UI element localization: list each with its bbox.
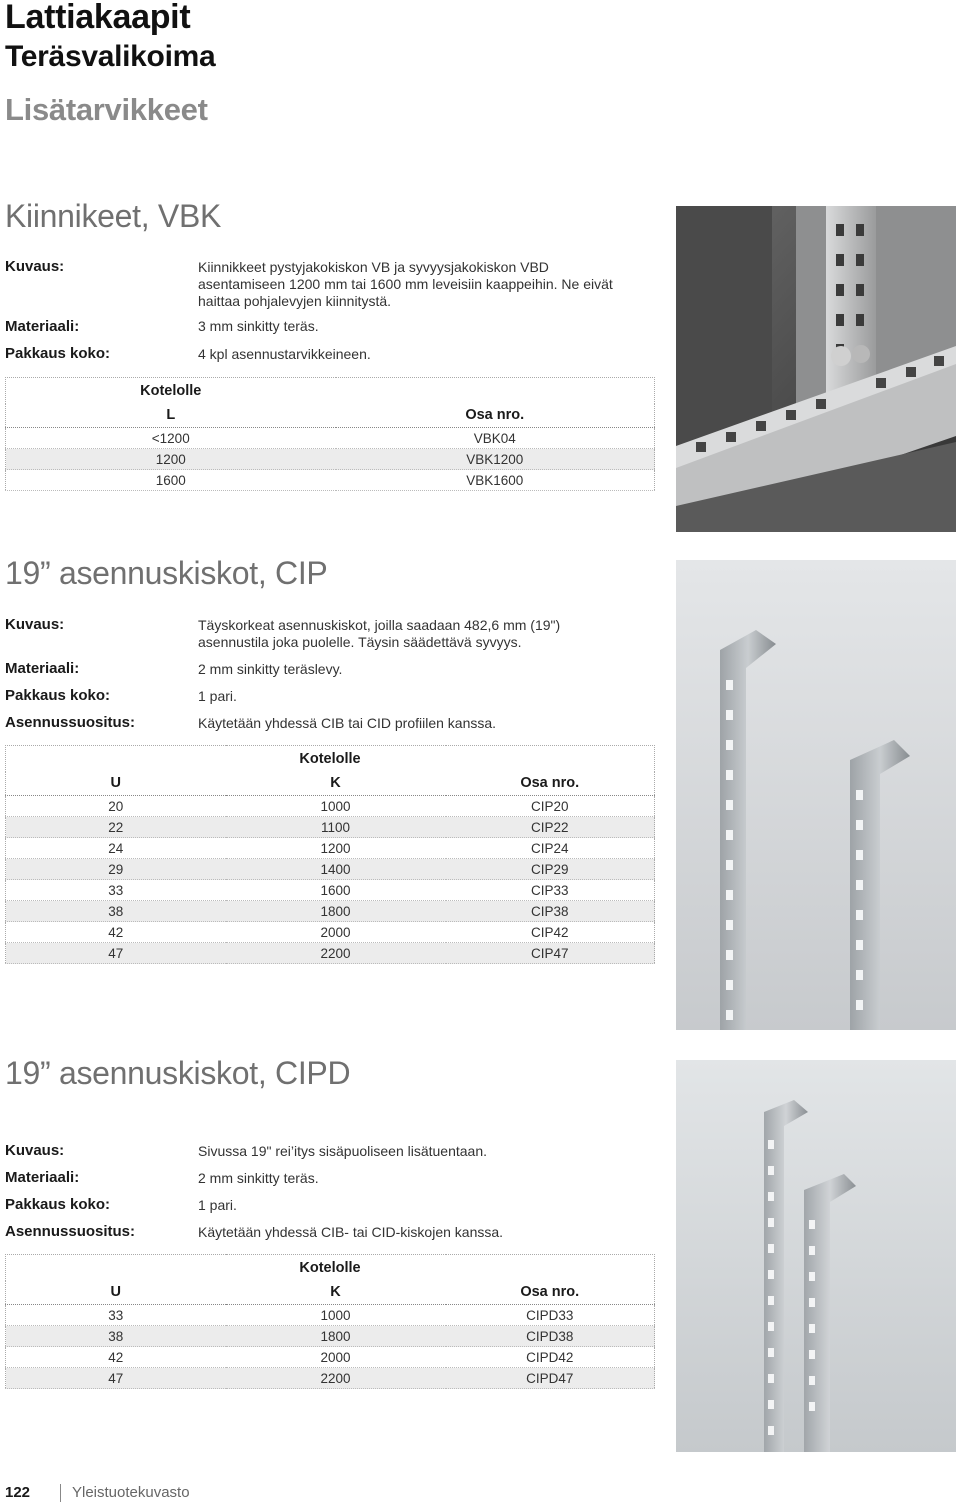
page-subtitle: Teräsvalikoima [5, 40, 216, 73]
table-row: 38 1800 CIP38 [6, 901, 655, 922]
cipd-text-asennus: Käytetään yhdessä CIB- tai CID-kiskojen kanssa. [198, 1224, 504, 1240]
cipd-col-u: U [6, 1281, 226, 1305]
cipd-title: 19” asennuskiskot, CIPD [5, 1055, 351, 1091]
cip-table [5, 745, 655, 964]
table-row: 42 2000 CIP42 [6, 922, 655, 943]
cip-group-header: Kotelolle [299, 750, 361, 767]
vbk-col-l: L [6, 404, 336, 428]
vbk-group-header: Kotelolle [140, 382, 202, 399]
page-number: 122 [5, 1484, 31, 1501]
table-row: 29 1400 CIP29 [6, 859, 655, 880]
cipd-col-osa: Osa nro. [446, 1281, 655, 1305]
cip-text-kuvaus: Täyskorkeat asennuskiskot, joilla saadaan 482,6 mm (19") asennustila joka puolelle. Täysin säädettävä syvyys. [198, 617, 561, 650]
vbk-col-osa: Osa nro. [336, 404, 655, 428]
cipd-col-k: K [226, 1281, 446, 1305]
cipd-table [5, 1254, 655, 1389]
vbk-label-materiaali: Materiaali: [5, 318, 80, 335]
cip-col-osa: Osa nro. [446, 772, 655, 796]
cipd-label-pakkaus: Pakkaus koko: [5, 1196, 111, 1213]
cip-label-materiaali: Materiaali: [5, 660, 80, 677]
cipd-group-header: Kotelolle [299, 1259, 361, 1276]
cip-col-k: K [226, 772, 446, 796]
cip-title: 19” asennuskiskot, CIP [5, 555, 328, 591]
table-row: 1200 VBK1200 [6, 449, 655, 470]
cip-text-materiaali: 2 mm sinkitty teräslevy. [198, 661, 343, 677]
vbk-table [5, 377, 655, 491]
cip-label-kuvaus: Kuvaus: [5, 616, 65, 633]
cip-text-asennus: Käytetään yhdessä CIB tai CID profiilen kanssa. [198, 715, 497, 731]
table-row: 47 2200 CIPD47 [6, 1368, 655, 1389]
cipd-text-materiaali: 2 mm sinkitty teräs. [198, 1170, 319, 1186]
cip-label-pakkaus: Pakkaus koko: [5, 687, 111, 704]
cip-text-pakkaus: 1 pari. [198, 688, 237, 704]
catalog-name: Yleistuotekuvasto [72, 1484, 190, 1501]
vbk-label-kuvaus: Kuvaus: [5, 258, 65, 275]
table-row: 42 2000 CIPD42 [6, 1347, 655, 1368]
table-row: 1600 VBK1600 [6, 470, 655, 491]
table-row: 33 1600 CIP33 [6, 880, 655, 901]
cip-rails-photo [676, 560, 956, 1030]
table-row: 22 1100 CIP22 [6, 817, 655, 838]
table-row: 20 1000 CIP20 [6, 796, 655, 817]
cip-col-u: U [6, 772, 226, 796]
section-heading: Lisätarvikkeet [5, 92, 208, 127]
vbk-label-pakkaus: Pakkaus koko: [5, 345, 111, 362]
table-row: 33 1000 CIPD33 [6, 1305, 655, 1326]
cipd-text-pakkaus: 1 pari. [198, 1197, 237, 1213]
table-row: 47 2200 CIP47 [6, 943, 655, 964]
vbk-title: Kiinnikeet, VBK [5, 198, 222, 234]
footer-divider [60, 1484, 61, 1502]
cipd-text-kuvaus: Sivussa 19" rei’itys sisäpuoliseen lisätuentaan. [198, 1143, 488, 1159]
cip-label-asennus: Asennussuositus: [5, 714, 136, 731]
vbk-text-materiaali: 3 mm sinkitty teräs. [198, 318, 319, 334]
cipd-label-asennus: Asennussuositus: [5, 1223, 136, 1240]
vbk-text-kuvaus: Kiinnikkeet pystyjakokiskon VB ja syvyysjakokiskon VBD asentamiseen 1200 mm tai 1600 mm leveisiin kaappeihin. Ne eivät haittaa pohjalevyjen kiinnitystä. [198, 259, 613, 309]
table-row: 38 1800 CIPD38 [6, 1326, 655, 1347]
table-row: 24 1200 CIP24 [6, 838, 655, 859]
cipd-label-kuvaus: Kuvaus: [5, 1142, 65, 1159]
cipd-label-materiaali: Materiaali: [5, 1169, 80, 1186]
page-title: Lattiakaapit [5, 0, 191, 36]
cipd-rails-photo [676, 1060, 956, 1452]
vbk-text-pakkaus: 4 kpl asennustarvikkeineen. [198, 346, 371, 362]
vbk-bracket-photo [676, 206, 956, 532]
table-row: <1200 VBK04 [6, 428, 655, 449]
